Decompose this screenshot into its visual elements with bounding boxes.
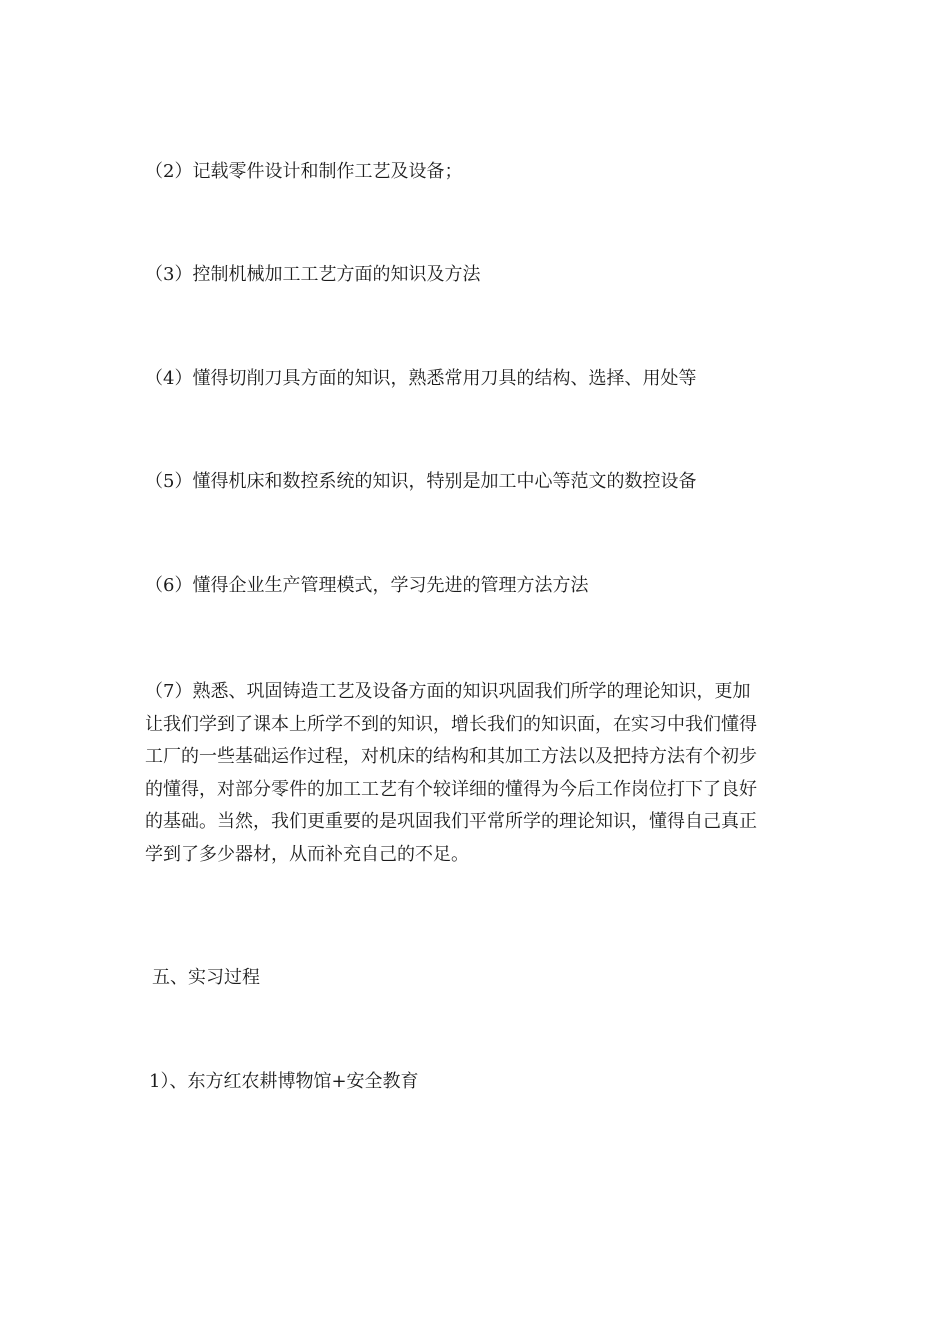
list-item-4: （4）懂得切削刀具方面的知识，熟悉常用刀具的结构、选择、用处等 <box>145 368 697 389</box>
list-item-2: （2）记载零件设计和制作工艺及设备； <box>145 161 463 182</box>
list-item-6: （6）懂得企业生产管理模式，学习先进的管理方法方法 <box>145 575 589 596</box>
subsection-heading: 1）、东方红农耕博物馆+安全教育 <box>149 1071 419 1092</box>
list-item-3: （3）控制机械加工工艺方面的知识及方法 <box>145 264 481 285</box>
paragraph-line: 的懂得，对部分零件的加工工艺有个较详细的懂得为今后工作岗位打下了良好 <box>145 778 757 800</box>
paragraph-line: 工厂的一些基础运作过程，对机床的结构和其加工方法以及把持方法有个初步 <box>145 746 757 767</box>
paragraph-line: 学到了多少器材，从而补充自己的不足。 <box>145 843 469 865</box>
list-item-5: （5）懂得机床和数控系统的知识，特别是加工中心等范文的数控设备 <box>145 471 697 492</box>
paragraph-line: 让我们学到了课本上所学不到的知识，增长我们的知识面，在实习中我们懂得 <box>145 713 757 735</box>
paragraph-line: 的基础。当然，我们更重要的是巩固我们平常所学的理论知识，懂得自己真正 <box>145 811 757 832</box>
list-item-7-paragraph <box>145 676 810 871</box>
section-heading: 五、实习过程 <box>152 967 260 988</box>
paragraph-line: （7）熟悉、巩固铸造工艺及设备方面的知识巩固我们所学的理论知识，更加 <box>145 681 751 702</box>
